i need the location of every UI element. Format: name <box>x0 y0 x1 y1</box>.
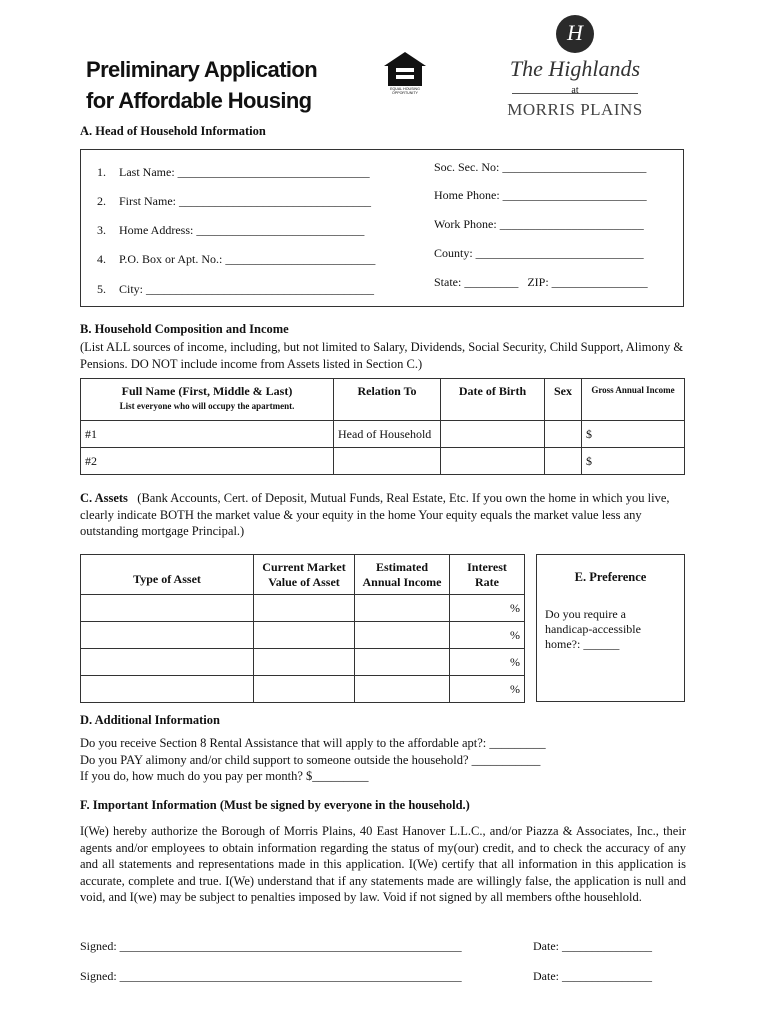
col-dob: Date of Birth <box>441 379 545 421</box>
date-line-1[interactable]: Date: _______________ <box>533 939 652 953</box>
page-title <box>86 54 317 116</box>
row-2-relation[interactable] <box>334 448 441 475</box>
asset-4-rate[interactable]: % <box>450 676 525 703</box>
home-address-field[interactable]: Home Address: ____________________________ <box>119 223 365 237</box>
state-zip-field[interactable]: State: _________ ZIP: ________________ <box>434 275 648 289</box>
col-full-name-label: Full Name (First, Middle & Last) <box>121 384 293 398</box>
row-2-dob[interactable] <box>441 448 545 475</box>
section-d-lines <box>80 735 686 785</box>
section8-question[interactable]: Do you receive Section 8 Rental Assistance that will apply to the affordable apt?: _________ <box>80 736 546 750</box>
asset-3-income[interactable] <box>355 649 450 676</box>
col-income: Gross Annual Income <box>582 379 685 421</box>
preference-box <box>536 554 685 702</box>
monthly-amount-question[interactable]: If you do, how much do you pay per month? $_________ <box>80 769 369 783</box>
occupants-note: List everyone who will occupy the apartment. <box>119 401 295 411</box>
accessible-home-question[interactable]: Do you require a handicap-accessible home?: ______ <box>545 607 641 651</box>
col-sex: Sex <box>545 379 582 421</box>
household-table <box>80 378 685 475</box>
asset-3-value[interactable] <box>254 649 355 676</box>
home-address-num: 3. <box>97 223 106 237</box>
asset-2-rate[interactable]: % <box>450 622 525 649</box>
county-field[interactable]: County: ____________________________ <box>434 246 644 260</box>
assets-table-header <box>81 555 525 595</box>
highlands-logo <box>500 14 650 124</box>
asset-4-income[interactable] <box>355 676 450 703</box>
assets-table <box>80 554 525 703</box>
table-row <box>81 595 525 622</box>
household-table-header <box>81 379 685 421</box>
row-1-name[interactable]: #1 <box>81 421 334 448</box>
table-row <box>81 622 525 649</box>
section-e-heading: E. Preference <box>574 570 647 584</box>
alimony-question[interactable]: Do you PAY alimony and/or child support to someone outside the household? ___________ <box>80 752 541 767</box>
logo-at: at <box>571 85 579 96</box>
ssn-field[interactable]: Soc. Sec. No: ________________________ <box>434 160 647 174</box>
section-b-description: (List ALL sources of income, including, but not limited to Salary, Dividends, Social Security, Child Support, Alimony & Pensions. DO NOT include income from Assets listed in Section C.) <box>80 340 684 371</box>
col-annual-income: Estimated Annual Income <box>355 555 450 595</box>
row-2-name[interactable]: #2 <box>81 448 334 475</box>
logo-monogram: H <box>567 20 583 45</box>
home-phone-field[interactable]: Home Phone: ________________________ <box>434 188 647 202</box>
col-full-name <box>81 379 334 421</box>
row-1-income[interactable]: $ <box>582 421 685 448</box>
row-2-sex[interactable] <box>545 448 582 475</box>
logo-name: The Highlands <box>509 56 641 81</box>
po-box-num: 4. <box>97 252 106 266</box>
asset-1-type[interactable] <box>81 595 254 622</box>
asset-4-value[interactable] <box>254 676 355 703</box>
first-name-num: 2. <box>97 194 106 208</box>
section-f-heading: F. Important Information (Must be signed by everyone in the household.) <box>80 798 470 812</box>
title-line-1: Preliminary Application <box>86 57 318 82</box>
table-row <box>81 421 685 448</box>
col-market-value: Current Market Value of Asset <box>254 555 355 595</box>
asset-1-rate[interactable]: % <box>450 595 525 622</box>
section-c-text <box>80 490 686 540</box>
table-row <box>81 676 525 703</box>
last-name-field[interactable]: Last Name: ________________________________ <box>119 165 370 179</box>
table-row <box>81 649 525 676</box>
last-name-num: 1. <box>97 165 106 179</box>
asset-4-type[interactable] <box>81 676 254 703</box>
asset-2-income[interactable] <box>355 622 450 649</box>
asset-2-value[interactable] <box>254 622 355 649</box>
equal-housing-logo <box>382 50 428 96</box>
section-d-heading: D. Additional Information <box>80 713 220 727</box>
row-1-relation[interactable]: Head of Household <box>334 421 441 448</box>
asset-3-rate[interactable]: % <box>450 649 525 676</box>
table-row <box>81 448 685 475</box>
section-c-heading: C. Assets <box>80 491 128 505</box>
logo-place: MORRIS PLAINS <box>507 100 643 119</box>
col-relation: Relation To <box>334 379 441 421</box>
section-a-heading: A. Head of Household Information <box>80 124 266 138</box>
authorization-text: I(We) hereby authorize the Borough of Morris Plains, 40 East Hanover L.L.C., and/or Piazza & Associates, Inc., their agents and/or employees to obtain information regarding the status of my(our) credit, and to check the accuracy of any and all statements and representations made in this application. I(We) certify that all information in this application is accurate, complete and true. I(We) understand that if any statements made are willingly false, the application is null and void, and I(we) may be subject to penalties imposed by law. Void if not signed by all members ofthe househlold. <box>80 824 686 904</box>
section-b-heading: B. Household Composition and Income <box>80 322 289 336</box>
city-num: 5. <box>97 282 106 296</box>
col-asset-type: Type of Asset <box>81 555 254 595</box>
asset-1-value[interactable] <box>254 595 355 622</box>
signature-line-1[interactable]: Signed: _________________________________________________________ <box>80 939 462 953</box>
first-name-field[interactable]: First Name: ________________________________ <box>119 194 371 208</box>
row-1-sex[interactable] <box>545 421 582 448</box>
col-interest-rate: Interest Rate <box>450 555 525 595</box>
row-1-dob[interactable] <box>441 421 545 448</box>
signature-line-2[interactable]: Signed: _________________________________________________________ <box>80 969 462 983</box>
asset-1-income[interactable] <box>355 595 450 622</box>
row-2-income[interactable]: $ <box>582 448 685 475</box>
title-line-2: for Affordable Housing <box>86 88 312 113</box>
work-phone-field[interactable]: Work Phone: ________________________ <box>434 217 644 231</box>
asset-3-type[interactable] <box>81 649 254 676</box>
po-box-field[interactable]: P.O. Box or Apt. No.: _________________________ <box>119 252 376 266</box>
city-field[interactable]: City: ______________________________________ <box>119 282 375 296</box>
asset-2-type[interactable] <box>81 622 254 649</box>
section-c-description: (Bank Accounts, Cert. of Deposit, Mutual Funds, Real Estate, Etc. If you own the home in which you live, clearly indicate BOTH the market value & your equity in the home Your equity equals the market value less any outstanding mortgage Principal.) <box>80 491 670 538</box>
eho-text: EQUAL HOUSING OPPORTUNITY <box>390 87 420 95</box>
date-line-2[interactable]: Date: _______________ <box>533 969 652 983</box>
